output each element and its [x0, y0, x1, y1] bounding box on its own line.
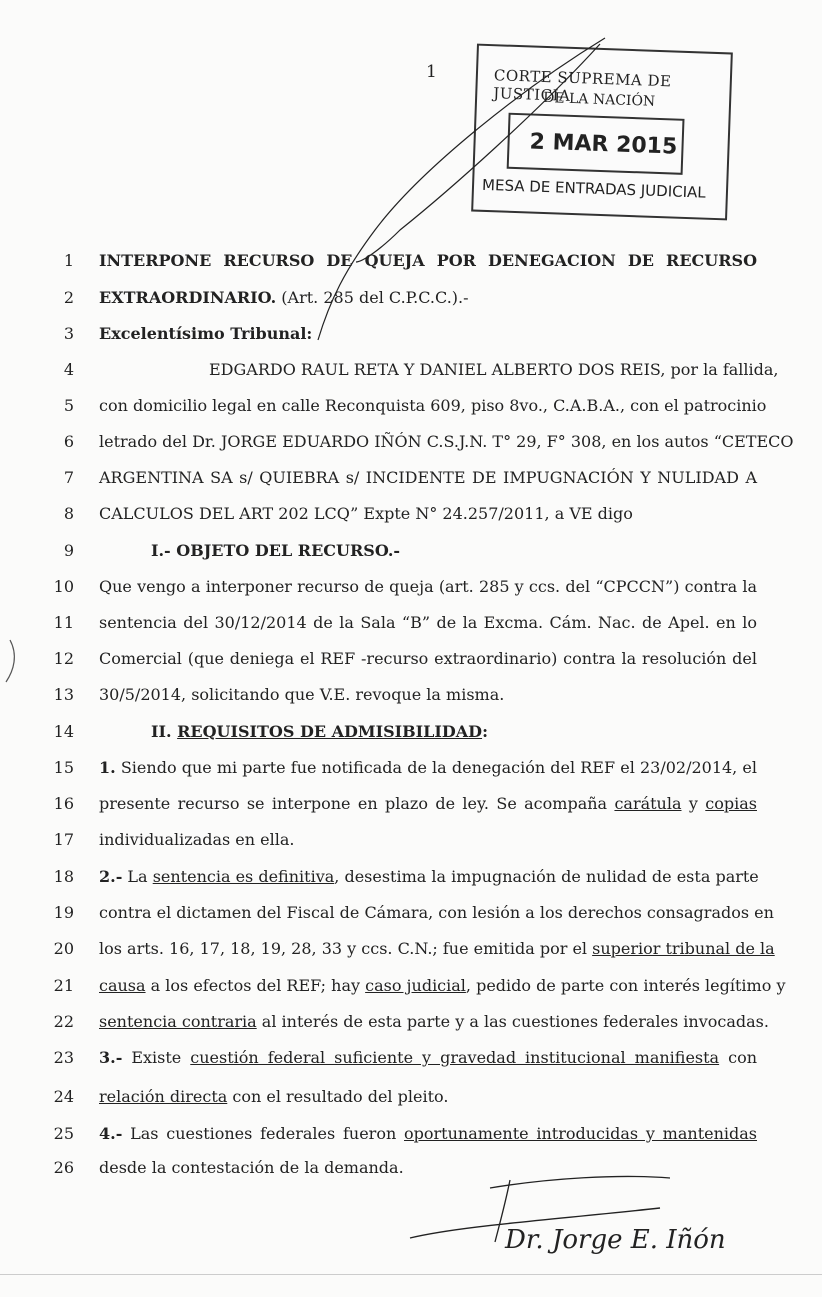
- body-text: contra el dictamen del Fiscal de Cámara, con lesión a los derechos consagrados en: [99, 903, 774, 922]
- body-text: los arts. 16, 17, 18, 19, 28, 33 y ccs. C.N.; fue emitida por el: [99, 939, 593, 958]
- line-number: 19: [53, 903, 74, 922]
- page-number: 1: [426, 62, 437, 82]
- line-number: 14: [53, 722, 74, 741]
- body-line: [99, 396, 767, 416]
- heading-text: EXTRAORDINARIO.: [99, 288, 277, 307]
- line-number: 12: [53, 649, 74, 668]
- body-line: [99, 685, 757, 705]
- line-number: 26: [53, 1158, 74, 1177]
- body-line: [99, 360, 779, 380]
- body-line: [99, 867, 757, 887]
- line-number: 20: [53, 939, 74, 958]
- underlined-term: copias: [705, 794, 757, 813]
- body-text: , pedido de parte con interés legítimo y: [465, 976, 786, 995]
- body-text: EDGARDO RAUL RETA Y DANIEL ALBERTO DOS REIS, por la fallida,: [209, 360, 779, 379]
- line-number: 16: [53, 794, 74, 813]
- body-line: [99, 649, 757, 669]
- body-line: [99, 468, 757, 488]
- body-line: [99, 976, 786, 996]
- stamp-court-name: CORTE SUPREMA DE JUSTICIA: [492, 66, 672, 105]
- body-text: con: [719, 1048, 758, 1067]
- body-line: [99, 432, 794, 452]
- body-line: [99, 1048, 757, 1068]
- heading-line: [99, 288, 757, 308]
- body-text: con domicilio legal en calle Reconquista 609, piso 8vo., C.A.B.A., con el patrocinio: [99, 396, 767, 415]
- body-text: a los efectos del REF; hay: [145, 976, 366, 995]
- underlined-term: oportunamente introducidas y mantenidas: [404, 1124, 758, 1143]
- body-text: con el resultado del pleito.: [227, 1087, 449, 1106]
- line-number: 22: [53, 1012, 74, 1031]
- body-line: [99, 830, 757, 850]
- court-receipt-stamp: [471, 44, 733, 221]
- line-number: 25: [53, 1124, 74, 1143]
- underlined-term: caso judicial: [365, 976, 466, 995]
- body-line: [99, 1087, 757, 1107]
- body-text: Comercial (que deniega el REF -recurso extraordinario) contra la resolución del: [99, 649, 757, 668]
- body-text: y: [681, 794, 706, 813]
- underlined-term: cuestión federal suficiente y gravedad institucional manifiesta: [190, 1048, 720, 1067]
- stamp-court-nation: DE LA NACIÓN: [542, 89, 656, 110]
- line-number: 23: [53, 1048, 74, 1067]
- line-number: 17: [53, 830, 74, 849]
- body-line: [99, 758, 757, 778]
- item-number: 1.: [99, 758, 116, 777]
- salutation-text: Excelentísimo Tribunal: [99, 324, 307, 343]
- section-heading: [99, 722, 757, 742]
- body-text: , desestima la impugnación de nulidad de esta parte: [334, 867, 759, 886]
- body-text: ARGENTINA SA s/ QUIEBRA s/ INCIDENTE DE IMPUGNACIÓN Y NULIDAD A: [99, 468, 757, 487]
- item-number: 2.-: [99, 867, 123, 886]
- body-text: al interés de esta parte y a las cuestiones federales invocadas.: [256, 1012, 769, 1031]
- line-number: 1: [63, 251, 74, 270]
- line-number: 24: [53, 1087, 74, 1106]
- line-number: 13: [53, 685, 74, 704]
- line-number: 4: [63, 360, 74, 379]
- line-number: 2: [63, 288, 74, 307]
- body-line: [99, 504, 757, 524]
- section-colon: :: [482, 722, 488, 741]
- line-number: 11: [53, 613, 74, 632]
- body-text: Que vengo a interponer recurso de queja (art. 285 y ccs. del “CPCCN”) contra la: [99, 577, 757, 596]
- body-text: CALCULOS DEL ART 202 LCQ” Expte N° 24.257/2011, a VE digo: [99, 504, 633, 523]
- heading-line: [99, 251, 757, 271]
- line-number: 8: [63, 504, 74, 523]
- lawyer-signature: [400, 1160, 790, 1255]
- underlined-term: sentencia es definitiva: [152, 867, 335, 886]
- body-line: [99, 613, 757, 633]
- body-text: Siendo que mi parte fue notificada de la denegación del REF el 23/02/2014, el: [115, 758, 757, 777]
- body-text: sentencia del 30/12/2014 de la Sala “B” de la Excma. Cám. Nac. de Apel. en lo: [99, 613, 757, 632]
- body-text: La: [122, 867, 153, 886]
- item-number: 3.-: [99, 1048, 123, 1067]
- line-number: 21: [53, 976, 74, 995]
- line-number: 7: [63, 468, 74, 487]
- body-text: Las cuestiones federales fueron: [122, 1124, 405, 1143]
- line-number: 9: [63, 541, 74, 560]
- body-text: desde la contestación de la demanda.: [99, 1158, 404, 1177]
- line-number: 5: [63, 396, 74, 415]
- body-line: [99, 794, 757, 814]
- section-heading: [99, 541, 757, 561]
- salutation-colon: :: [306, 324, 313, 343]
- line-number: 10: [53, 577, 74, 596]
- body-text: Existe: [122, 1048, 191, 1067]
- body-text: letrado del Dr. JORGE EDUARDO IÑÓN C.S.J.N. T° 29, F° 308, en los autos “CETECO: [99, 432, 794, 451]
- stamp-date-box: [507, 113, 685, 175]
- body-text: presente recurso se interpone en plazo de ley. Se acompaña: [99, 794, 615, 813]
- signature-text: Dr. Jorge E. Iñón: [505, 1225, 726, 1255]
- stamp-office: MESA DE ENTRADAS JUDICIAL: [481, 175, 706, 202]
- heading-text: INTERPONE RECURSO DE QUEJA POR DENEGACION DE RECURSO: [99, 251, 757, 270]
- body-line: [99, 1124, 757, 1144]
- body-line: [99, 939, 775, 959]
- line-number: 18: [53, 867, 74, 886]
- line-number: 6: [63, 432, 74, 451]
- section-title: I.- OBJETO DEL RECURSO.-: [151, 541, 401, 560]
- body-text: 30/5/2014, solicitando que V.E. revoque la misma.: [99, 685, 505, 704]
- line-number: 3: [63, 324, 74, 343]
- body-text: individualizadas en ella.: [99, 830, 295, 849]
- salutation-line: [99, 324, 757, 344]
- section-title: REQUISITOS DE ADMISIBILIDAD: [177, 722, 483, 741]
- line-number: 15: [53, 758, 74, 777]
- underlined-term: superior tribunal de la: [592, 939, 775, 958]
- underlined-term: carátula: [614, 794, 682, 813]
- section-number: II.: [151, 722, 178, 741]
- body-line: [99, 1012, 769, 1032]
- underlined-term: relación directa: [99, 1087, 228, 1106]
- body-line: [99, 903, 774, 923]
- stamp-date: 2 MAR 2015: [529, 129, 678, 160]
- item-number: 4.-: [99, 1124, 123, 1143]
- page-bottom-edge: [0, 1274, 822, 1275]
- body-line: [99, 577, 757, 597]
- article-citation: (Art. 285 del C.P.C.C.).-: [276, 288, 469, 307]
- underlined-term: sentencia contraria: [99, 1012, 257, 1031]
- underlined-term: causa: [99, 976, 146, 995]
